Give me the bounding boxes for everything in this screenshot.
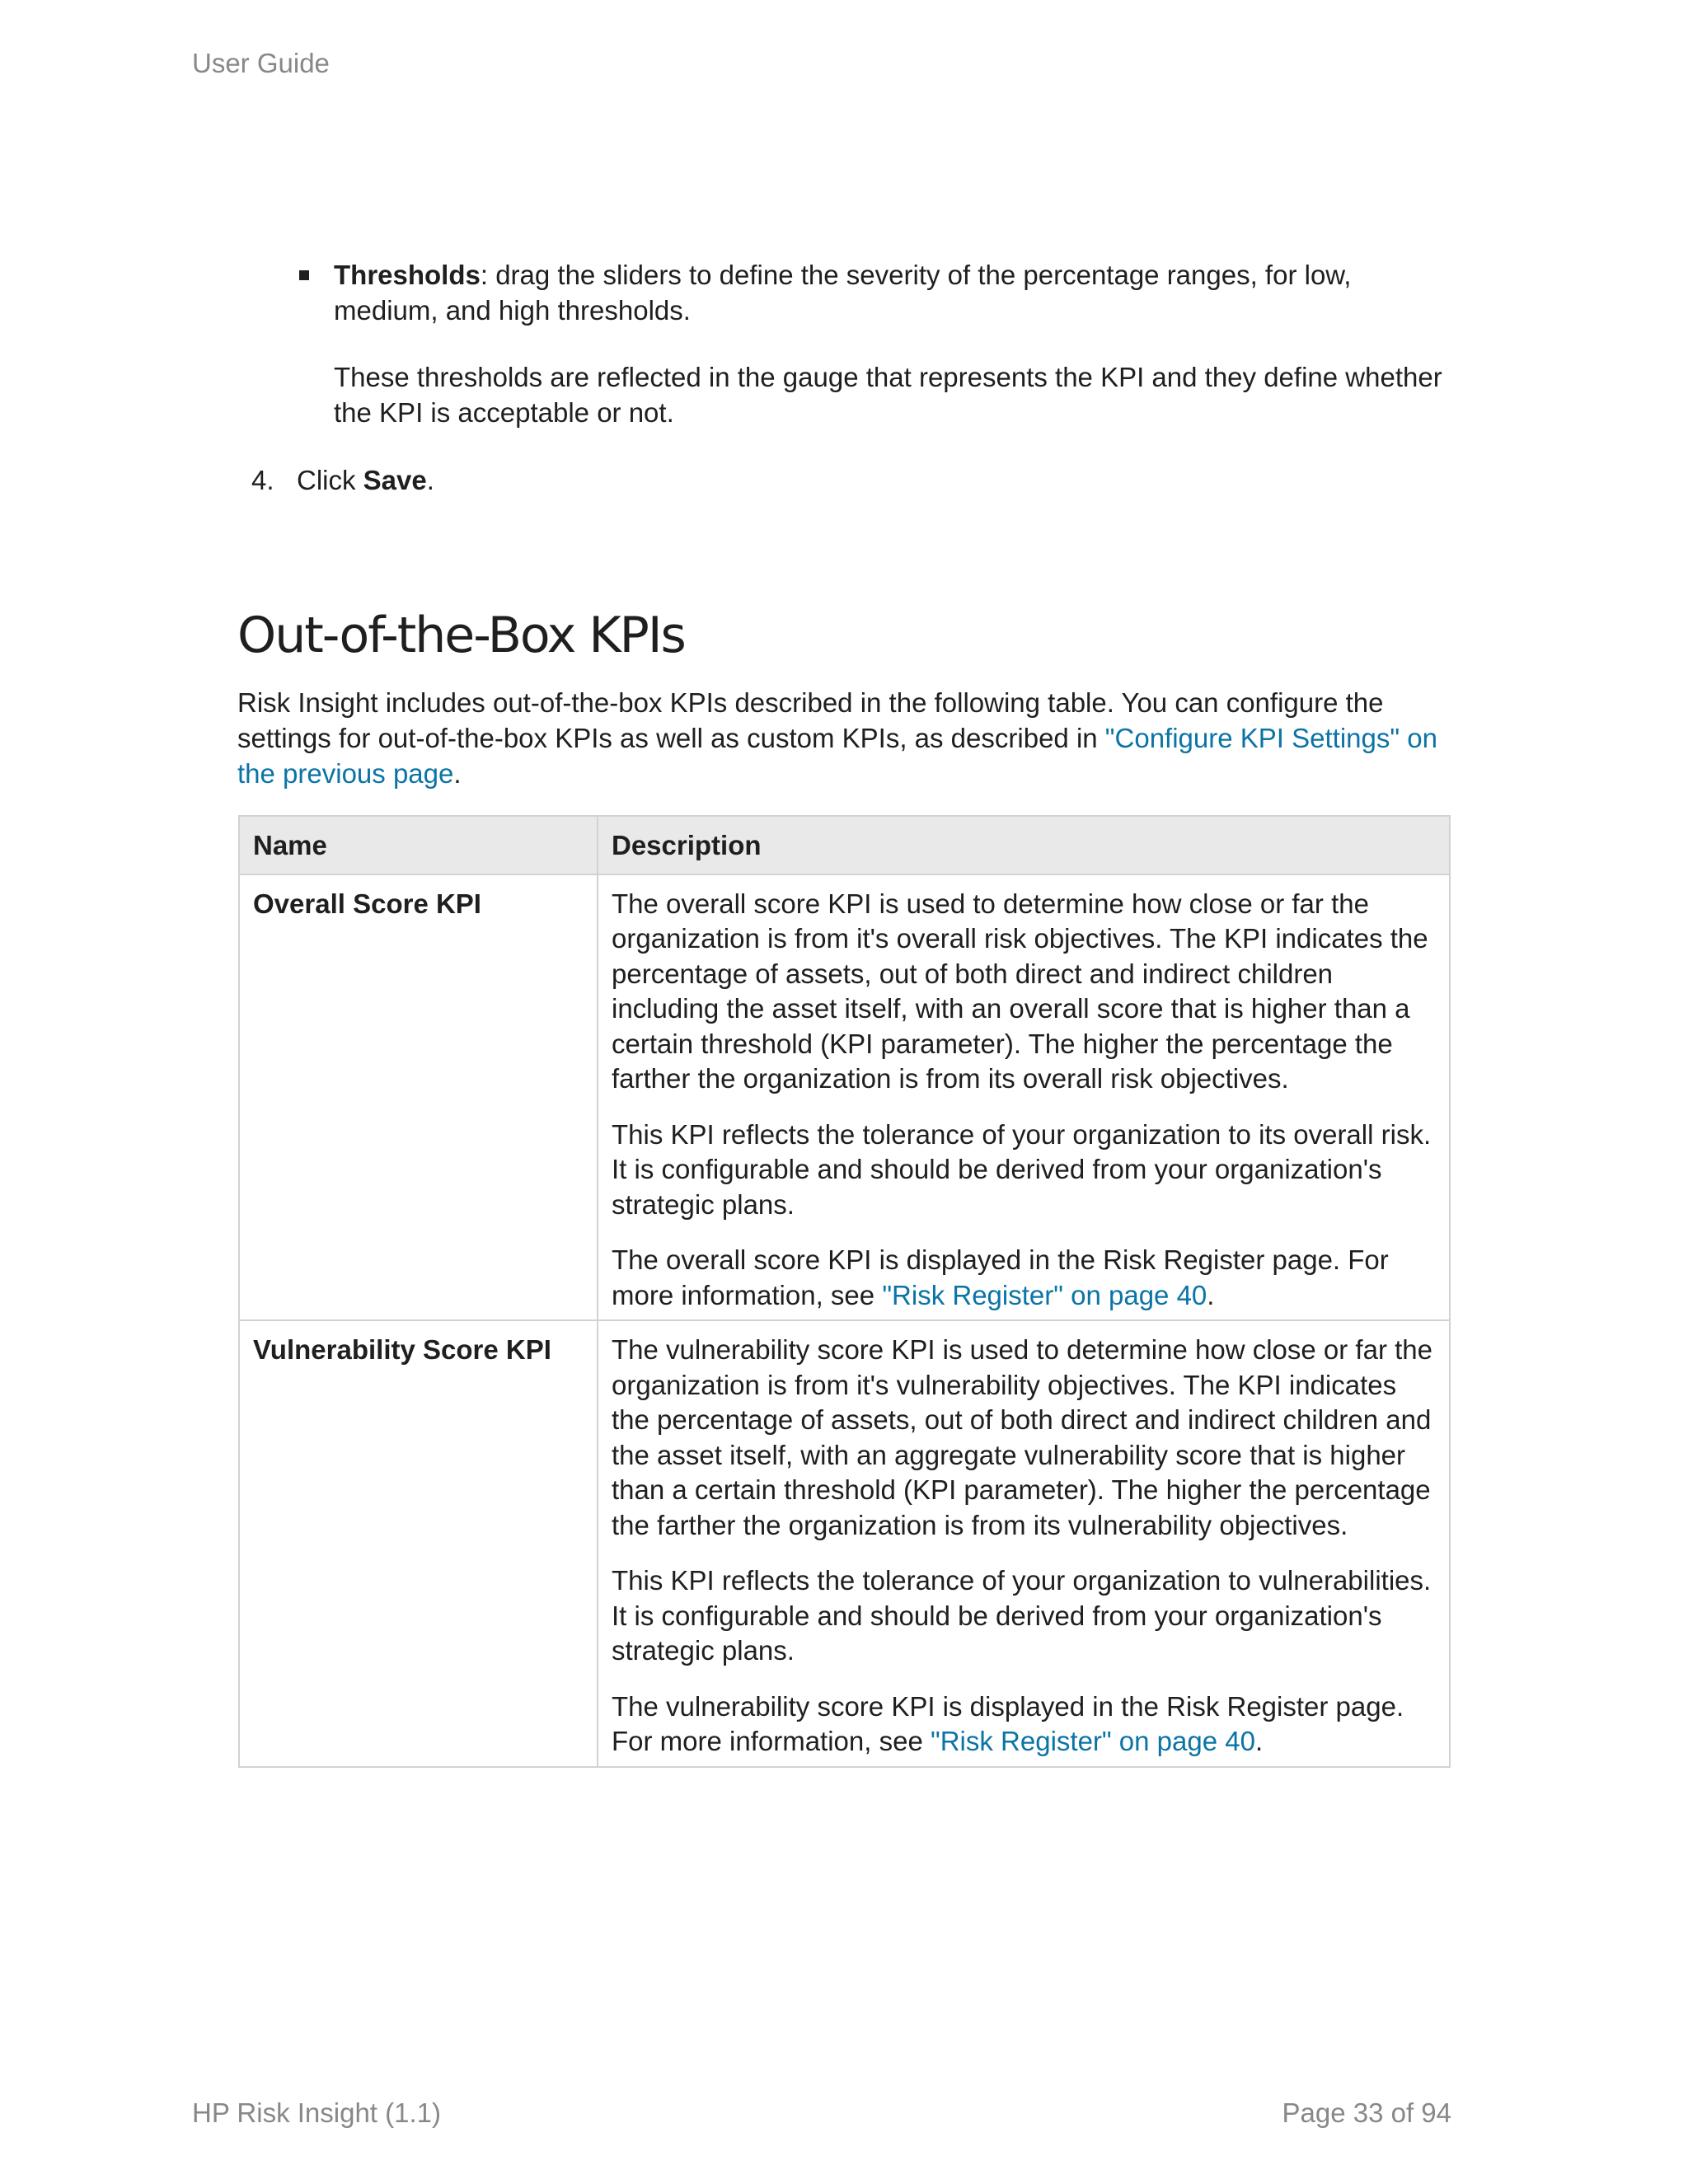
step-prefix: Click	[297, 465, 363, 495]
step-4	[251, 462, 434, 498]
kpi-description	[598, 1320, 1450, 1767]
description-paragraph: The overall score KPI is used to determine how close or far the organization is from it's overall risk objectives. The KPI indicates the percentage of assets, out of both direct and indirect children including the asset itself, with an overall score that is higher than a certain threshold (KPI parameter). The higher the percentage the farther the organization is from its overall risk objectives.	[612, 888, 1428, 1094]
kpi-name: Vulnerability Score KPI	[239, 1320, 598, 1767]
square-bullet-icon	[299, 270, 309, 280]
intro-end: .	[453, 758, 462, 789]
footer-page-number: Page 33 of 94	[1282, 2097, 1451, 2128]
description-text: The vulnerability score KPI is displayed in the Risk Register page. For more information, see	[612, 1690, 1404, 1756]
thresholds-note: These thresholds are reflected in the gauge that represents the KPI and they define whether the KPI is acceptable or not.	[334, 362, 1442, 428]
description-paragraph: This KPI reflects the tolerance of your organization to vulnerabilities. It is configurable and should be derived from your organization's strategic plans.	[612, 1565, 1432, 1666]
column-header-description: Description	[598, 816, 1450, 874]
table-row	[239, 874, 1450, 1321]
kpi-description	[598, 874, 1450, 1321]
section-intro	[237, 685, 1457, 791]
thresholds-term: Thresholds	[334, 260, 481, 290]
step-suffix: .	[426, 465, 434, 495]
description-paragraph	[612, 1243, 1436, 1313]
description-paragraph: The vulnerability score KPI is used to determine how close or far the organization is from it's vulnerability objectives. The KPI indicates the percentage of assets, out of both direct and indirect children and the asset itself, with an aggregate vulnerability score that is higher than a certain threshold (KPI parameter). The higher the percentage the farther the organization is from its vulnerability objectives.	[612, 1334, 1432, 1540]
risk-register-link[interactable]: "Risk Register" on page 40	[930, 1726, 1255, 1756]
table-row	[239, 1320, 1450, 1767]
risk-register-link[interactable]: "Risk Register" on page 40	[882, 1279, 1207, 1310]
section-title: Out-of-the-Box KPIs	[237, 607, 685, 664]
footer-product: HP Risk Insight (1.1)	[192, 2097, 441, 2128]
thresholds-text: : drag the sliders to define the severity of the percentage ranges, for low, medium, and high thresholds.	[334, 260, 1352, 326]
description-end: .	[1207, 1279, 1215, 1310]
kpi-name: Overall Score KPI	[239, 874, 598, 1321]
bullet-item	[299, 257, 1453, 328]
description-end: .	[1254, 1726, 1264, 1756]
page-header: User Guide	[192, 48, 330, 78]
description-paragraph	[612, 1690, 1436, 1760]
table-header-row	[239, 816, 1450, 874]
step-action: Save	[363, 465, 427, 495]
step-number: 4.	[251, 465, 274, 495]
kpi-table	[238, 815, 1451, 1768]
description-paragraph: This KPI reflects the tolerance of your organization to its overall risk. It is configurable and should be derived from your organization's strategic plans.	[612, 1118, 1432, 1220]
column-header-name: Name	[239, 816, 598, 874]
thresholds-bullet	[299, 257, 1453, 430]
description-text: The overall score KPI is displayed in the Risk Register page. For more information, see	[612, 1244, 1389, 1310]
intro-text: Risk Insight includes out-of-the-box KPIs described in the following table. You can configure the settings for out-of-the-box KPIs as well as custom KPIs, as described in	[237, 687, 1384, 753]
configure-kpi-settings-link[interactable]: "Configure KPI Settings" on the previous page	[237, 723, 1437, 789]
